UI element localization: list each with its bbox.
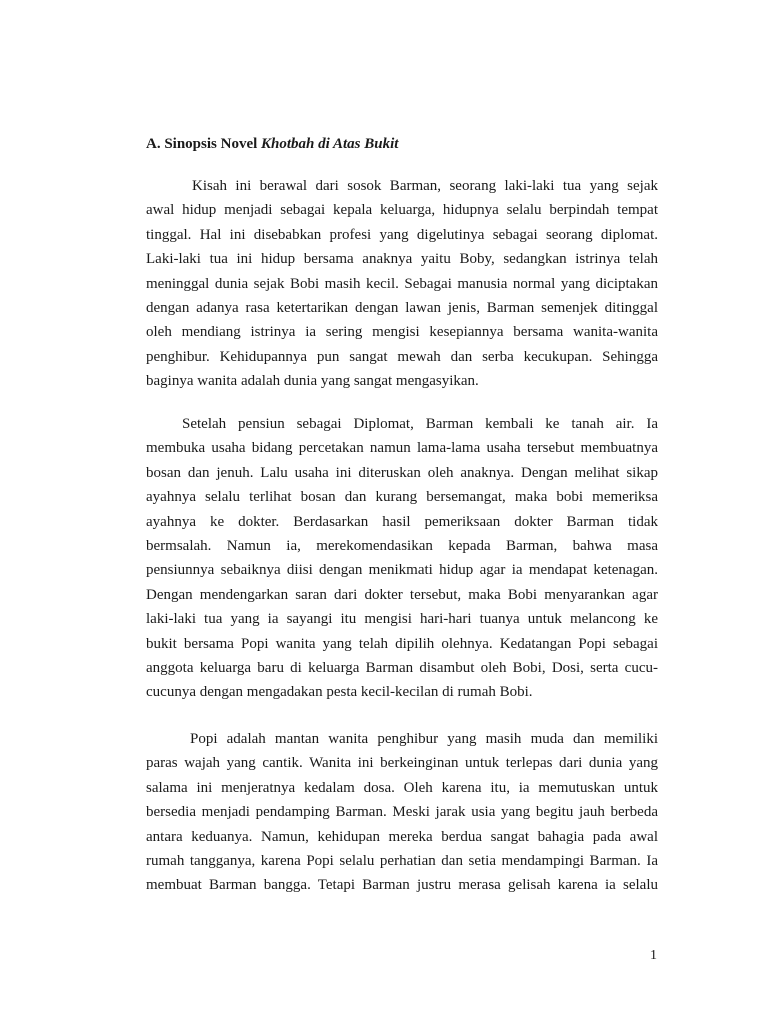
paragraph-line: bermsalah. Namun ia, merekomendasikan kepada Barman, bahwa masa [146, 537, 658, 554]
paragraph-line: bosan dan jenuh. Lalu usaha ini diteruskan oleh anaknya. Dengan melihat sikap [146, 464, 658, 481]
paragraph-line: Kisah ini berawal dari sosok Barman, seorang laki-laki tua yang sejak [192, 178, 658, 194]
paragraph-line: ayahnya ke dokter. Berdasarkan hasil pemeriksaan dokter Barman tidak [146, 513, 658, 530]
paragraph-line: Popi adalah mantan wanita penghibur yang masih muda dan memiliki [190, 731, 658, 747]
paragraph-line: paras wajah yang cantik. Wanita ini berkeinginan untuk terlepas dari dunia yang [146, 755, 658, 772]
section-heading [146, 136, 398, 153]
paragraph-line: pensiunnya sebaiknya diisi dengan menikmati hidup agar ia mendapat ketenagan. [146, 562, 658, 579]
heading-prefix: A. Sinopsis Novel [146, 136, 262, 152]
paragraph-line: penghibur. Kehidupannya pun sangat mewah dan serba kecukupan. Sehingga [146, 348, 658, 365]
paragraph-line: rumah tangganya, karena Popi selalu perhatian dan setia mendampingi Barman. Ia [146, 852, 658, 869]
paragraph-line: oleh mendiang istrinya ia sering mengisi kesepiannya bersama wanita-wanita [146, 324, 658, 341]
paragraph-line: bersedia menjadi pendamping Barman. Meski jarak usia yang begitu jauh berbeda [146, 804, 658, 821]
paragraph-line: tinggal. Hal ini disebabkan profesi yang digelutinya sebagai seorang diplomat. [146, 226, 658, 243]
paragraph-line: meninggal dunia sejak Bobi masih kecil. Sebagai manusia normal yang diciptakan [146, 275, 658, 292]
paragraph-line: membuka usaha bidang percetakan namun lama-lama usaha tersebut membuatnya [146, 440, 658, 457]
paragraph-line: membuat Barman bangga. Tetapi Barman justru merasa gelisah karena ia selalu [146, 877, 658, 894]
paragraph-line: bukit bersama Popi wanita yang telah dipilih olehnya. Kedatangan Popi sebagai [146, 635, 658, 652]
paragraph-line: Laki-laki tua ini hidup bersama anaknya yaitu Boby, sedangkan istrinya telah [146, 251, 658, 268]
page-number: 1 [650, 948, 657, 963]
paragraph-line: laki-laki tua yang ia sayangi itu mengisi hari-hari tuanya untuk melancong ke [146, 611, 658, 628]
paragraph-line: cucunya dengan mengadakan pesta kecil-kecilan di rumah Bobi. [146, 684, 533, 701]
paragraph-1 [146, 174, 658, 394]
novel-title: Khotbah di Atas Bukit [261, 136, 399, 152]
paragraph-line: baginya wanita adalah dunia yang sangat mengasyikan. [146, 373, 479, 390]
paragraph-line: ayahnya selalu terlihat bosan dan kurang bersemangat, maka bobi memeriksa [146, 489, 658, 506]
paragraph-2 [146, 412, 658, 705]
paragraph-line: awal hidup menjadi sebagai kepala keluarga, hidupnya selalu berpindah tempat [146, 202, 658, 219]
paragraph-line: Setelah pensiun sebagai Diplomat, Barman kembali ke tanah air. Ia [182, 416, 658, 432]
paragraph-line: anggota keluarga baru di keluarga Barman disambut oleh Bobi, Dosi, serta cucu- [146, 659, 658, 676]
paragraph-line: dengan adanya rasa ketertarikan dengan lawan jenis, Barman semenjek ditinggal [146, 299, 658, 316]
paragraph-line: antara keduanya. Namun, kehidupan mereka berdua sangat bahagia pada awal [146, 828, 658, 845]
paragraph-line: Dengan mendengarkan saran dari dokter tersebut, maka Bobi menyarankan agar [146, 586, 658, 603]
paragraph-line: salama ini menjeratnya kedalam dosa. Oleh karena itu, ia memutuskan untuk [146, 779, 658, 796]
paragraph-3 [146, 727, 658, 898]
